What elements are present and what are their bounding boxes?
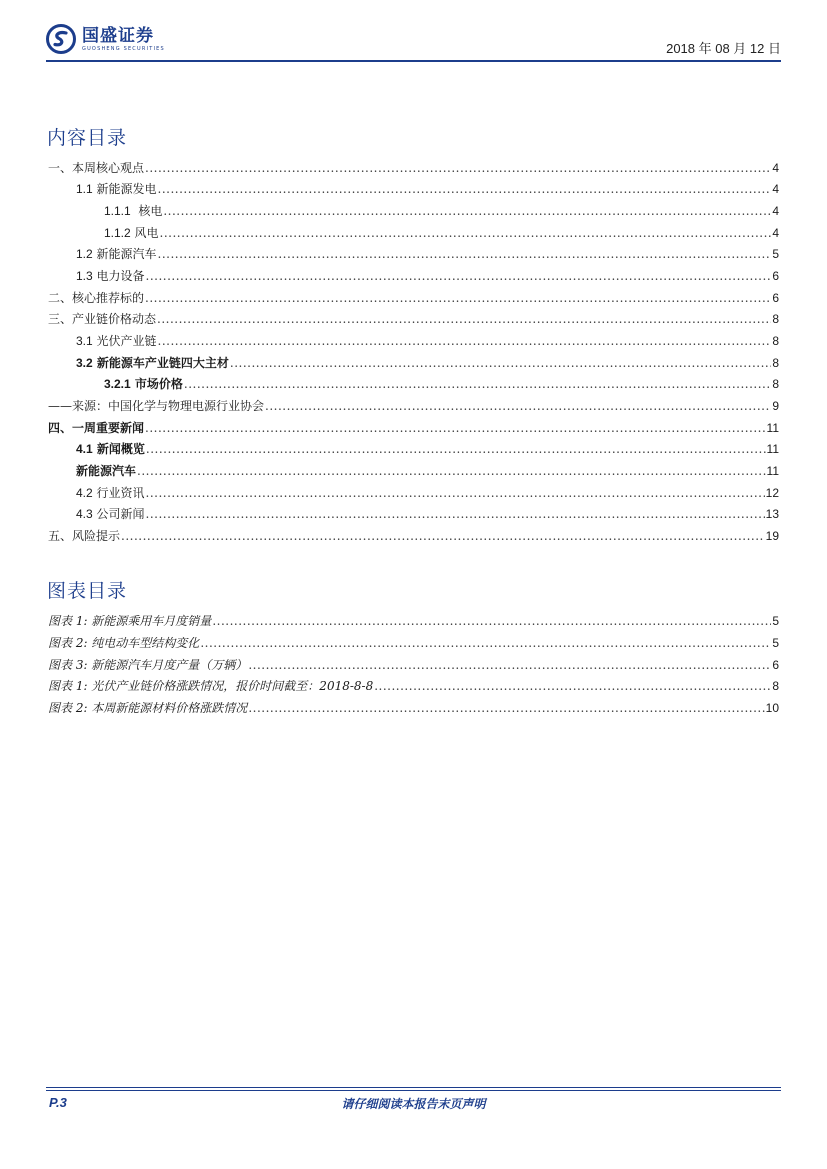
- figures-title: 图表目录: [47, 580, 128, 602]
- figure-item-label: 图表 2: 纯电动车型结构变化: [48, 636, 200, 650]
- toc-leader-dots: [230, 355, 771, 371]
- figure-list-item[interactable]: [48, 700, 779, 716]
- figure-item-page: 5: [772, 614, 779, 628]
- figure-item-page: 5: [772, 636, 779, 650]
- toc-item-page: 11: [766, 442, 779, 456]
- toc-leader-dots: [146, 268, 772, 284]
- toc-item-page: 12: [765, 486, 779, 500]
- toc-leader-dots: [157, 311, 771, 327]
- figure-item-label: 图表 2: 本周新能源材料价格涨跌情况: [48, 701, 248, 715]
- toc-item-number: 1.1.1: [104, 204, 131, 218]
- footer-divider-secondary: [46, 1090, 781, 1091]
- toc-item[interactable]: [104, 225, 779, 241]
- toc-item-label: 四、一周重要新闻: [48, 421, 145, 435]
- toc-item-number: 1.1.2: [104, 226, 131, 240]
- toc-item-label: 市场价格: [134, 377, 183, 391]
- toc-item-page: 4: [772, 226, 779, 240]
- toc-item-label: 新能源汽车: [96, 247, 157, 261]
- toc-item-page: 8: [772, 334, 779, 348]
- toc-item[interactable]: [48, 160, 779, 176]
- toc-leader-dots: [200, 635, 771, 651]
- toc-leader-dots: [248, 657, 771, 673]
- toc-item-label: 公司新闻: [96, 507, 145, 521]
- toc-item-number: 3.2: [76, 356, 93, 370]
- toc-item-number: 1.1: [76, 182, 93, 196]
- figure-item-label: 图表 3: 新能源汽车月度产量（万辆）: [48, 658, 248, 672]
- toc-leader-dots: [248, 700, 764, 716]
- toc-item-label: 一、本周核心观点: [48, 161, 145, 175]
- toc-leader-dots: [145, 160, 771, 176]
- toc-item-page: 6: [772, 269, 779, 283]
- logo-english-name: GUOSHENG SECURITIES: [82, 45, 165, 52]
- toc-leader-dots: [158, 246, 772, 262]
- toc-title: 内容目录: [47, 127, 128, 149]
- toc-item-page: 5: [772, 247, 779, 261]
- toc-leader-dots: [184, 376, 771, 392]
- toc-item-page: 4: [772, 182, 779, 196]
- toc-item-label: 五、风险提示: [48, 529, 121, 543]
- company-logo: [46, 24, 165, 54]
- toc-item[interactable]: [48, 420, 779, 436]
- toc-item[interactable]: [76, 246, 779, 262]
- figure-list-item[interactable]: [48, 678, 779, 694]
- toc-item[interactable]: [48, 290, 779, 306]
- figure-item-page: 6: [772, 658, 779, 672]
- toc-item[interactable]: [76, 506, 779, 522]
- toc-leader-dots: [146, 506, 765, 522]
- toc-item[interactable]: [76, 463, 779, 479]
- toc-item-page: 4: [772, 204, 779, 218]
- figure-item-page: 10: [765, 701, 779, 715]
- toc-item-page: 6: [772, 291, 779, 305]
- toc-item[interactable]: [76, 268, 779, 284]
- toc-leader-dots: [146, 485, 765, 501]
- toc-leader-dots: [146, 441, 766, 457]
- toc-item-page: 11: [766, 421, 779, 435]
- toc-item[interactable]: [48, 398, 779, 414]
- figure-list-item[interactable]: [48, 657, 779, 673]
- figure-item-label: 图表 1: 光伏产业链价格涨跌情况，报价时间截至：2018-8-8: [48, 679, 374, 693]
- toc-item[interactable]: [48, 528, 779, 544]
- toc-leader-dots: [212, 613, 771, 629]
- toc-item-label: 三、产业链价格动态: [48, 312, 157, 326]
- toc-leader-dots: [137, 463, 766, 479]
- toc-leader-dots: [265, 398, 771, 414]
- toc-item-label: 光伏产业链: [96, 334, 157, 348]
- toc-item-label: 新能源发电: [96, 182, 157, 196]
- footer-divider: [46, 1087, 781, 1088]
- toc-item[interactable]: [104, 376, 779, 392]
- toc-item[interactable]: [76, 355, 779, 371]
- toc-item[interactable]: [76, 485, 779, 501]
- figure-list-item[interactable]: [48, 613, 779, 629]
- toc-item-number: 4.1: [76, 442, 93, 456]
- toc-leader-dots: [160, 225, 772, 241]
- toc-item-label: 二、核心推荐标的: [48, 291, 145, 305]
- toc-item-label: 核电: [138, 204, 163, 218]
- toc-leader-dots: [121, 528, 765, 544]
- toc-item-page: 19: [765, 529, 779, 543]
- toc-item-number: 4.3: [76, 507, 93, 521]
- footer-disclaimer-note: 请仔细阅读本报告末页声明: [341, 1097, 486, 1111]
- report-date: 2018 年 08 月 12 日: [666, 41, 781, 56]
- page-number: P.3: [49, 1095, 67, 1110]
- toc-item-number: 3.1: [76, 334, 93, 348]
- toc-item-label: ——来源：中国化学与物理电源行业协会: [48, 399, 265, 413]
- figure-list-item[interactable]: [48, 635, 779, 651]
- toc-item-label: 电力设备: [96, 269, 145, 283]
- toc-item-label: 行业资讯: [96, 486, 145, 500]
- figure-item-label: 图表 1: 新能源乘用车月度销量: [48, 614, 212, 628]
- toc-item-page: 11: [766, 464, 779, 478]
- toc-leader-dots: [145, 290, 771, 306]
- toc-item-page: 8: [772, 312, 779, 326]
- toc-item-number: 1.2: [76, 247, 93, 261]
- toc-item-page: 13: [765, 507, 779, 521]
- toc-leader-dots: [163, 203, 771, 219]
- toc-item-page: 8: [772, 356, 779, 370]
- toc-leader-dots: [374, 678, 771, 694]
- toc-item-number: 4.2: [76, 486, 93, 500]
- toc-item-page: 8: [772, 377, 779, 391]
- toc-leader-dots: [145, 420, 766, 436]
- toc-item[interactable]: [104, 203, 779, 219]
- toc-item-page: 9: [772, 399, 779, 413]
- toc-item[interactable]: [76, 333, 779, 349]
- header-divider: [46, 60, 781, 62]
- toc-item[interactable]: [48, 311, 779, 327]
- page-header: [46, 24, 781, 62]
- guosheng-logo-icon: [46, 24, 76, 54]
- toc-item[interactable]: [76, 441, 779, 457]
- toc-item-label: 新能源汽车: [76, 464, 137, 478]
- toc-leader-dots: [158, 181, 772, 197]
- toc-leader-dots: [158, 333, 772, 349]
- toc-item-number: 3.2.1: [104, 377, 131, 391]
- figure-item-page: 8: [772, 679, 779, 693]
- toc-item-number: 1.3: [76, 269, 93, 283]
- toc-item-label: 风电: [134, 226, 159, 240]
- toc-item-label: 新能源车产业链四大主材: [96, 356, 229, 370]
- toc-item-page: 4: [772, 161, 779, 175]
- toc-item[interactable]: [76, 181, 779, 197]
- logo-chinese-name: 国盛证券: [82, 25, 154, 46]
- toc-item-label: 新闻概览: [96, 442, 145, 456]
